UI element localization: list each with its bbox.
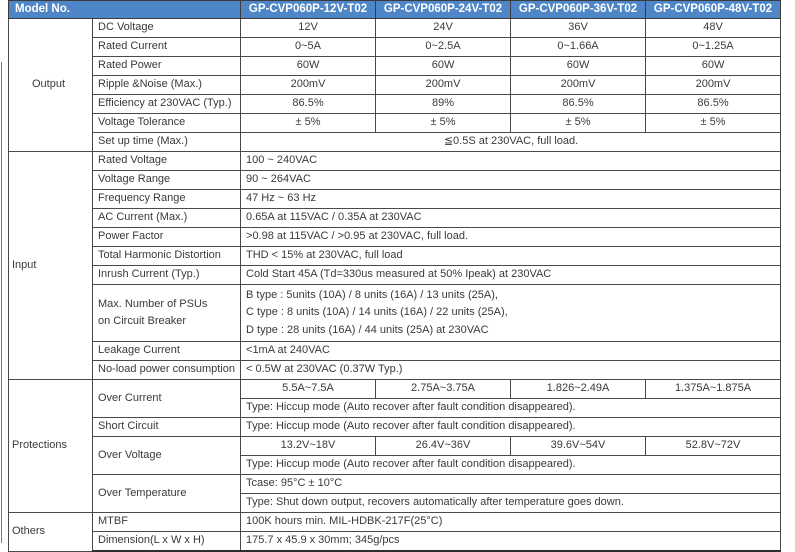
table-row: [9, 342, 781, 361]
spec-value: 86.5%: [241, 95, 376, 114]
spec-row-label: Over Voltage: [93, 437, 241, 475]
spec-value: 0~5A: [241, 38, 376, 57]
spec-value: 12V: [241, 19, 376, 38]
spec-value: Type: Shut down output, recovers automatically after temperature goes down.: [241, 494, 781, 513]
model-column-header: GP-CVP060P-12V-T02: [241, 1, 376, 19]
table-row: [9, 38, 781, 57]
spec-value: <1mA at 240VAC: [241, 342, 781, 361]
model-column-header: GP-CVP060P-36V-T02: [511, 1, 646, 19]
spec-value: ± 5%: [646, 114, 781, 133]
spec-value: ± 5%: [376, 114, 511, 133]
spec-row-label: Voltage Tolerance: [93, 114, 241, 133]
spec-value: 175.7 x 45.9 x 30mm; 345g/pcs: [241, 532, 781, 552]
table-row: [9, 209, 781, 228]
table-row: [9, 475, 781, 494]
spec-row-label: MTBF: [93, 513, 241, 532]
table-row: [9, 57, 781, 76]
table-row: [9, 228, 781, 247]
spec-row-label: Power Factor: [93, 228, 241, 247]
spec-value: 0~2.5A: [376, 38, 511, 57]
spec-row-label: DC Voltage: [93, 19, 241, 38]
table-row: [9, 133, 781, 152]
table-header-row: [9, 1, 781, 19]
spec-value: 200mV: [511, 76, 646, 95]
spec-value: 47 Hz ~ 63 Hz: [241, 190, 781, 209]
spec-row-label: Dimension(L x W x H): [93, 532, 241, 552]
spec-row-label: Over Temperature: [93, 475, 241, 513]
spec-value: Type: Hiccup mode (Auto recover after fault condition disappeared).: [241, 456, 781, 475]
table-row: [9, 76, 781, 95]
spec-value: 0.65A at 115VAC / 0.35A at 230VAC: [241, 209, 781, 228]
spec-row-label: Frequency Range: [93, 190, 241, 209]
spec-value: >0.98 at 115VAC / >0.95 at 230VAC, full load.: [241, 228, 781, 247]
spec-value: 39.6V~54V: [511, 437, 646, 456]
spec-row-label: Short Circuit: [93, 418, 241, 437]
spec-value: Type: Hiccup mode (Auto recover after fault condition disappeared).: [241, 418, 781, 437]
spec-value: < 0.5W at 230VAC (0.37W Typ.): [241, 361, 781, 380]
spec-value: B type : 5units (10A) / 8 units (16A) / 13 units (25A), C type : 8 units (10A) / 14 units (16A) / 22 units (25A), D type : 28 units (16A) / 44 units (25A) at 230VAC: [241, 285, 781, 342]
section-label-protections: Protections: [9, 380, 93, 513]
table-row: [9, 532, 781, 552]
spec-row-label: No-load power consumption: [93, 361, 241, 380]
spec-value: 200mV: [241, 76, 376, 95]
spec-value: 36V: [511, 19, 646, 38]
table-row: [9, 95, 781, 114]
spec-value: 1.375A~1.875A: [646, 380, 781, 399]
spec-value: 0~1.66A: [511, 38, 646, 57]
spec-row-label: Set up time (Max.): [93, 133, 241, 152]
spec-value: 100 ~ 240VAC: [241, 152, 781, 171]
spec-value: THD < 15% at 230VAC, full load: [241, 247, 781, 266]
spec-table: [8, 0, 781, 552]
page-edge-line: [1, 62, 2, 543]
section-label-input: Input: [9, 152, 93, 380]
spec-value: 5.5A~7.5A: [241, 380, 376, 399]
table-row: [9, 380, 781, 399]
spec-value: 60W: [376, 57, 511, 76]
section-label-output: Output: [9, 19, 93, 152]
table-row: [9, 190, 781, 209]
table-row: [9, 247, 781, 266]
spec-value: 24V: [376, 19, 511, 38]
spec-value: 60W: [511, 57, 646, 76]
table-row: [9, 171, 781, 190]
table-row: [9, 114, 781, 133]
table-row: [9, 437, 781, 456]
spec-row-label: Voltage Range: [93, 171, 241, 190]
model-column-header: GP-CVP060P-24V-T02: [376, 1, 511, 19]
spec-value: 200mV: [646, 76, 781, 95]
spec-value: 89%: [376, 95, 511, 114]
spec-value: 52.8V~72V: [646, 437, 781, 456]
table-row: [9, 266, 781, 285]
table-row: [9, 152, 781, 171]
spec-value: ± 5%: [511, 114, 646, 133]
table-row: [9, 513, 781, 532]
spec-value: ≦0.5S at 230VAC, full load.: [241, 133, 781, 152]
spec-value: 26.4V~36V: [376, 437, 511, 456]
spec-row-label: Max. Number of PSUs on Circuit Breaker: [93, 285, 241, 342]
spec-row-label: Leakage Current: [93, 342, 241, 361]
spec-value: 0~1.25A: [646, 38, 781, 57]
spec-value: Type: Hiccup mode (Auto recover after fault condition disappeared).: [241, 399, 781, 418]
table-row: [9, 361, 781, 380]
spec-value: 86.5%: [511, 95, 646, 114]
spec-value: Tcase: 95°C ± 10°C: [241, 475, 781, 494]
spec-value: 90 ~ 264VAC: [241, 171, 781, 190]
spec-row-label: Inrush Current (Typ.): [93, 266, 241, 285]
spec-value: 200mV: [376, 76, 511, 95]
spec-row-label: Efficiency at 230VAC (Typ.): [93, 95, 241, 114]
spec-value: 100K hours min. MIL-HDBK-217F(25°C): [241, 513, 781, 532]
spec-row-label: Rated Power: [93, 57, 241, 76]
spec-value: 13.2V~18V: [241, 437, 376, 456]
spec-value: 48V: [646, 19, 781, 38]
section-label-others: Others: [9, 513, 93, 552]
spec-row-label: Ripple &Noise (Max.): [93, 76, 241, 95]
model-no-header: Model No.: [9, 1, 241, 19]
table-row: [9, 19, 781, 38]
spec-value: 1.826~2.49A: [511, 380, 646, 399]
model-column-header: GP-CVP060P-48V-T02: [646, 1, 781, 19]
spec-row-label: Total Harmonic Distortion: [93, 247, 241, 266]
spec-row-label: AC Current (Max.): [93, 209, 241, 228]
spec-value: 60W: [241, 57, 376, 76]
spec-value: 2.75A~3.75A: [376, 380, 511, 399]
table-row: [9, 418, 781, 437]
spec-row-label: Over Current: [93, 380, 241, 418]
spec-row-label: Rated Current: [93, 38, 241, 57]
table-row: [9, 285, 781, 342]
spec-value: ± 5%: [241, 114, 376, 133]
spec-value: Cold Start 45A (Td=330us measured at 50% Ipeak) at 230VAC: [241, 266, 781, 285]
spec-value: 86.5%: [646, 95, 781, 114]
spec-value: 60W: [646, 57, 781, 76]
spec-row-label: Rated Voltage: [93, 152, 241, 171]
